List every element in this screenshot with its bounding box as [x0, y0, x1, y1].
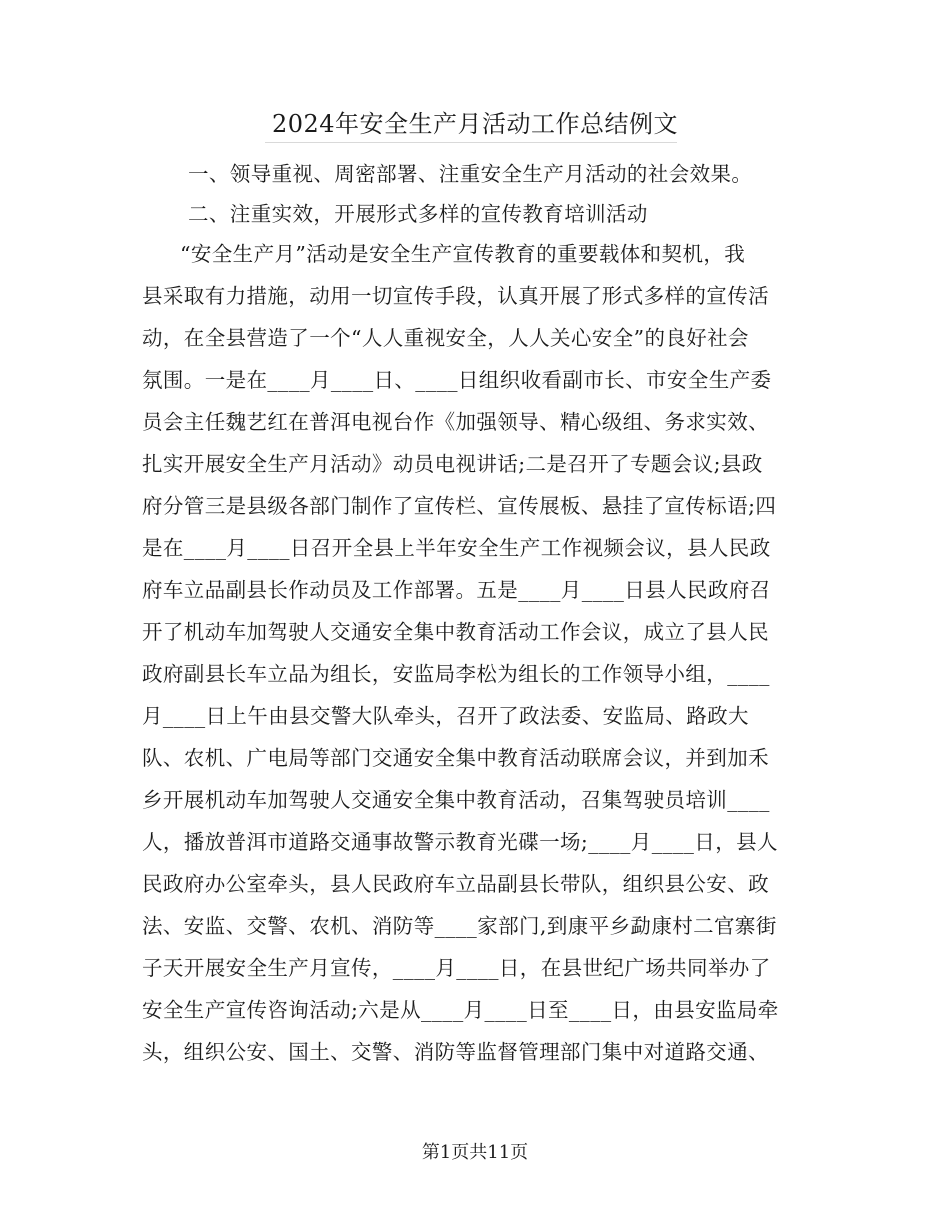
text-line: 政府副县长车立品为组长，安监局李松为组长的工作领导小组，____ — [142, 662, 770, 686]
text-line: 开了机动车加驾驶人交通安全集中教育活动工作会议，成立了县人民 — [142, 620, 769, 644]
text-line: 队、农机、广电局等部门交通安全集中教育活动联席会议，并到加禾 — [142, 746, 769, 770]
document-title: 2024年安全生产月活动工作总结例文 — [271, 110, 679, 138]
text-line: 人，播放普洱市道路交通事故警示教育光碟一场;____月____日，县人 — [142, 830, 778, 854]
text-line: 乡开展机动车加驾驶人交通安全集中教育活动，召集驾驶员培训____ — [142, 788, 770, 812]
text-line: 动，在全县营造了一个“人人重视安全，人人关心安全”的良好社会 — [142, 326, 749, 350]
text-line: 扎实开展安全生产月活动》动员电视讲话;二是召开了专题会议;县政 — [142, 452, 763, 476]
page-number: 第1页共11页 — [421, 1142, 529, 1163]
text-line: 安全生产宣传咨询活动;六是从____月____日至____日，由县安监局牵 — [142, 998, 779, 1022]
text-line: 子天开展安全生产月宣传，____月____日，在县世纪广场共同举办了 — [142, 956, 771, 980]
title-underline — [265, 142, 677, 143]
text-line: “安全生产月”活动是安全生产宣传教育的重要载体和契机，我 — [180, 242, 746, 266]
text-line: 是在____月____日召开全县上半年安全生产工作视频会议，县人民政 — [142, 536, 771, 560]
text-line: 府车立品副县长作动员及工作部署。五是____月____日县人民政府召 — [142, 578, 771, 602]
text-line: 县采取有力措施，动用一切宣传手段，认真开展了形式多样的宣传活 — [142, 284, 769, 308]
text-line: 头，组织公安、国土、交警、消防等监督管理部门集中对道路交通、 — [142, 1040, 769, 1064]
text-line: 府分管三是县级各部门制作了宣传栏、宣传展板、悬挂了宣传标语;四 — [142, 494, 777, 518]
text-line: 法、安监、交警、农机、消防等____家部门,到康平乡勐康村二官寨街 — [142, 914, 777, 938]
text-line: 月____日上午由县交警大队牵头，召开了政法委、安监局、路政大 — [142, 704, 749, 728]
text-line: 一、领导重视、周密部署、注重安全生产月活动的社会效果。 — [188, 162, 753, 186]
text-line: 员会主任魏艺红在普洱电视台作《加强领导、精心级组、务求实效、 — [142, 410, 769, 434]
text-line: 民政府办公室牵头，县人民政府车立品副县长带队，组织县公安、政 — [142, 872, 769, 896]
text-line: 氛围。一是在____月____日、____日组织收看副市长、市安全生产委 — [142, 368, 772, 392]
text-line: 二、注重实效，开展形式多样的宣传教育培训活动 — [188, 202, 648, 226]
